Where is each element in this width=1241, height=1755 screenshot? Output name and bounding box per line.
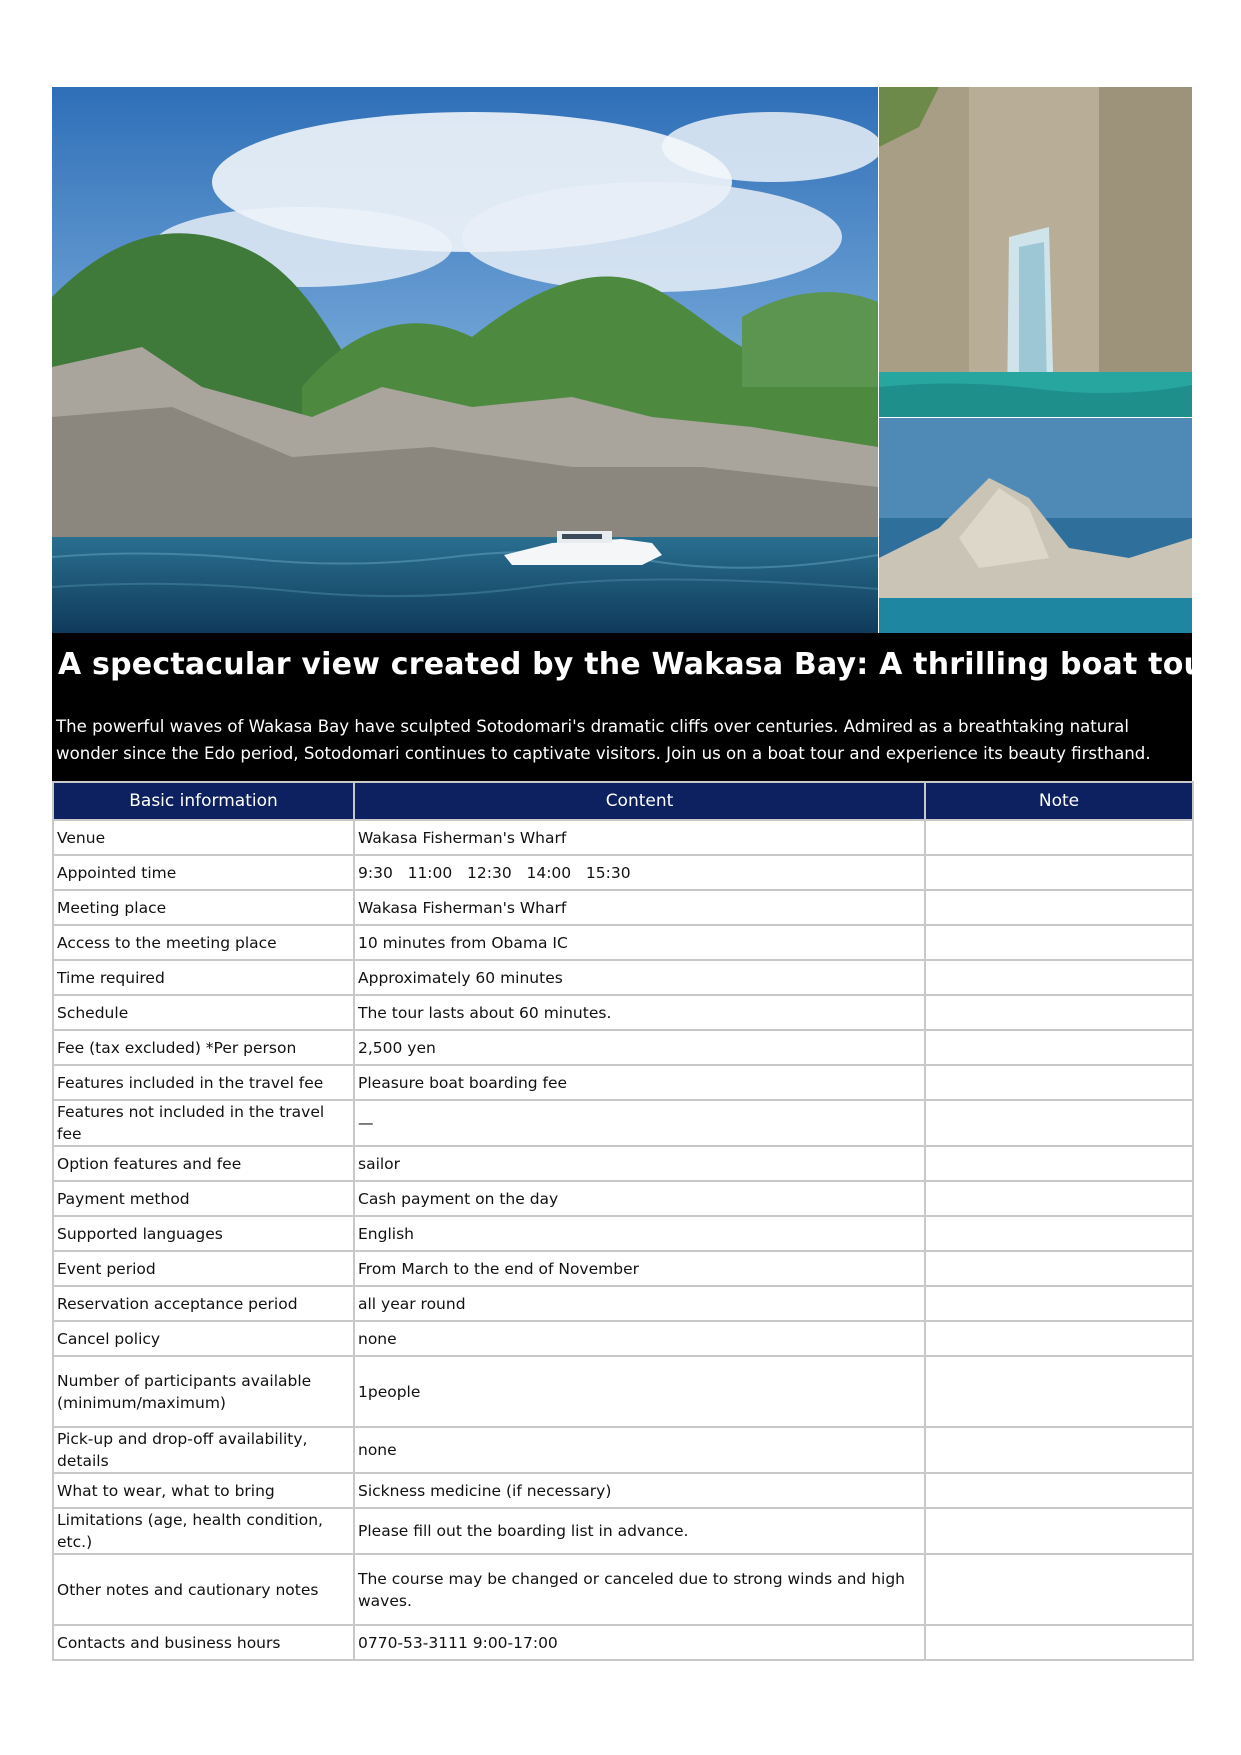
table-row — [53, 1251, 1193, 1286]
row-note — [925, 925, 1193, 960]
table-row — [53, 1625, 1193, 1660]
row-content: Please fill out the boarding list in advance. — [354, 1508, 925, 1554]
table-row — [53, 1554, 1193, 1625]
row-note — [925, 1625, 1193, 1660]
row-content: The course may be changed or canceled due to strong winds and high waves. — [354, 1554, 925, 1625]
row-label: Contacts and business hours — [53, 1625, 354, 1660]
row-label: Features not included in the travel fee — [53, 1100, 354, 1146]
header-note: Note — [925, 782, 1193, 820]
main-photo-cliffs-and-boat — [52, 87, 878, 633]
row-content: all year round — [354, 1286, 925, 1321]
table-row — [53, 1321, 1193, 1356]
row-content: 10 minutes from Obama IC — [354, 925, 925, 960]
row-content: 0770-53-3111 9:00-17:00 — [354, 1625, 925, 1660]
table-row — [53, 1030, 1193, 1065]
table-row — [53, 1216, 1193, 1251]
row-note — [925, 1100, 1193, 1146]
row-content: — — [354, 1100, 925, 1146]
row-note — [925, 995, 1193, 1030]
row-content: Sickness medicine (if necessary) — [354, 1473, 925, 1508]
row-note — [925, 1030, 1193, 1065]
row-note — [925, 890, 1193, 925]
row-label: Fee (tax excluded) *Per person — [53, 1030, 354, 1065]
row-label: Supported languages — [53, 1216, 354, 1251]
table-row — [53, 925, 1193, 960]
header-basic-information: Basic information — [53, 782, 354, 820]
row-note — [925, 1181, 1193, 1216]
rock-formation-photo — [879, 418, 1192, 633]
row-note — [925, 1473, 1193, 1508]
row-content: none — [354, 1321, 925, 1356]
header-content: Content — [354, 782, 925, 820]
row-label: Pick-up and drop-off availability, details — [53, 1427, 354, 1473]
row-content: English — [354, 1216, 925, 1251]
row-content: 2,500 yen — [354, 1030, 925, 1065]
row-note — [925, 1146, 1193, 1181]
row-note — [925, 1321, 1193, 1356]
row-label: Appointed time — [53, 855, 354, 890]
row-content: sailor — [354, 1146, 925, 1181]
table-row — [53, 820, 1193, 855]
row-content: none — [354, 1427, 925, 1473]
table-row — [53, 1146, 1193, 1181]
row-note — [925, 1251, 1193, 1286]
table-header-row — [53, 782, 1193, 820]
row-content: Wakasa Fisherman's Wharf — [354, 820, 925, 855]
row-content: 1people — [354, 1356, 925, 1427]
row-label: Cancel policy — [53, 1321, 354, 1356]
row-label: Number of participants available (minimum/maximum) — [53, 1356, 354, 1427]
table-row — [53, 1508, 1193, 1554]
table-row — [53, 1356, 1193, 1427]
row-note — [925, 820, 1193, 855]
table-row — [53, 855, 1193, 890]
row-note — [925, 1508, 1193, 1554]
row-label: Payment method — [53, 1181, 354, 1216]
table-row — [53, 1065, 1193, 1100]
row-label: Limitations (age, health condition, etc.) — [53, 1508, 354, 1554]
row-label: Meeting place — [53, 890, 354, 925]
row-note — [925, 855, 1193, 890]
page-title: A spectacular view created by the Wakasa Bay: A thrilling boat tour. — [58, 647, 1228, 682]
row-note — [925, 1554, 1193, 1625]
row-content: 9:30 11:00 12:30 14:00 15:30 — [354, 855, 925, 890]
row-label: Features included in the travel fee — [53, 1065, 354, 1100]
row-content: Cash payment on the day — [354, 1181, 925, 1216]
row-note — [925, 1427, 1193, 1473]
row-content: Pleasure boat boarding fee — [354, 1065, 925, 1100]
row-note — [925, 1356, 1193, 1427]
table-row — [53, 1473, 1193, 1508]
intro-banner — [52, 633, 1228, 781]
table-row — [53, 1286, 1193, 1321]
table-row — [53, 995, 1193, 1030]
row-note — [925, 1216, 1193, 1251]
row-note — [925, 960, 1193, 995]
basic-info-table — [52, 781, 1194, 1661]
row-content: The tour lasts about 60 minutes. — [354, 995, 925, 1030]
row-label: Time required — [53, 960, 354, 995]
table-row — [53, 960, 1193, 995]
photo-collage — [52, 87, 1192, 633]
row-label: Venue — [53, 820, 354, 855]
table-row — [53, 1427, 1193, 1473]
row-note — [925, 1286, 1193, 1321]
row-label: Schedule — [53, 995, 354, 1030]
row-label: Event period — [53, 1251, 354, 1286]
row-note — [925, 1065, 1193, 1100]
row-label: Other notes and cautionary notes — [53, 1554, 354, 1625]
sea-arch-photo — [879, 87, 1192, 417]
row-content: From March to the end of November — [354, 1251, 925, 1286]
tour-sheet — [52, 87, 1228, 1661]
row-content: Wakasa Fisherman's Wharf — [354, 890, 925, 925]
row-label: What to wear, what to bring — [53, 1473, 354, 1508]
table-row — [53, 1100, 1193, 1146]
table-row — [53, 1181, 1193, 1216]
row-content: Approximately 60 minutes — [354, 960, 925, 995]
row-label: Reservation acceptance period — [53, 1286, 354, 1321]
intro-description: The powerful waves of Wakasa Bay have sculpted Sotodomari's dramatic cliffs over centuries. Admired as a breathtaking natural wonder since the Edo period, Sotodomari continues to captivate visitors. Join us on a boat tour and experience its beauty firsthand. — [56, 717, 1151, 763]
row-label: Option features and fee — [53, 1146, 354, 1181]
row-label: Access to the meeting place — [53, 925, 354, 960]
table-row — [53, 890, 1193, 925]
